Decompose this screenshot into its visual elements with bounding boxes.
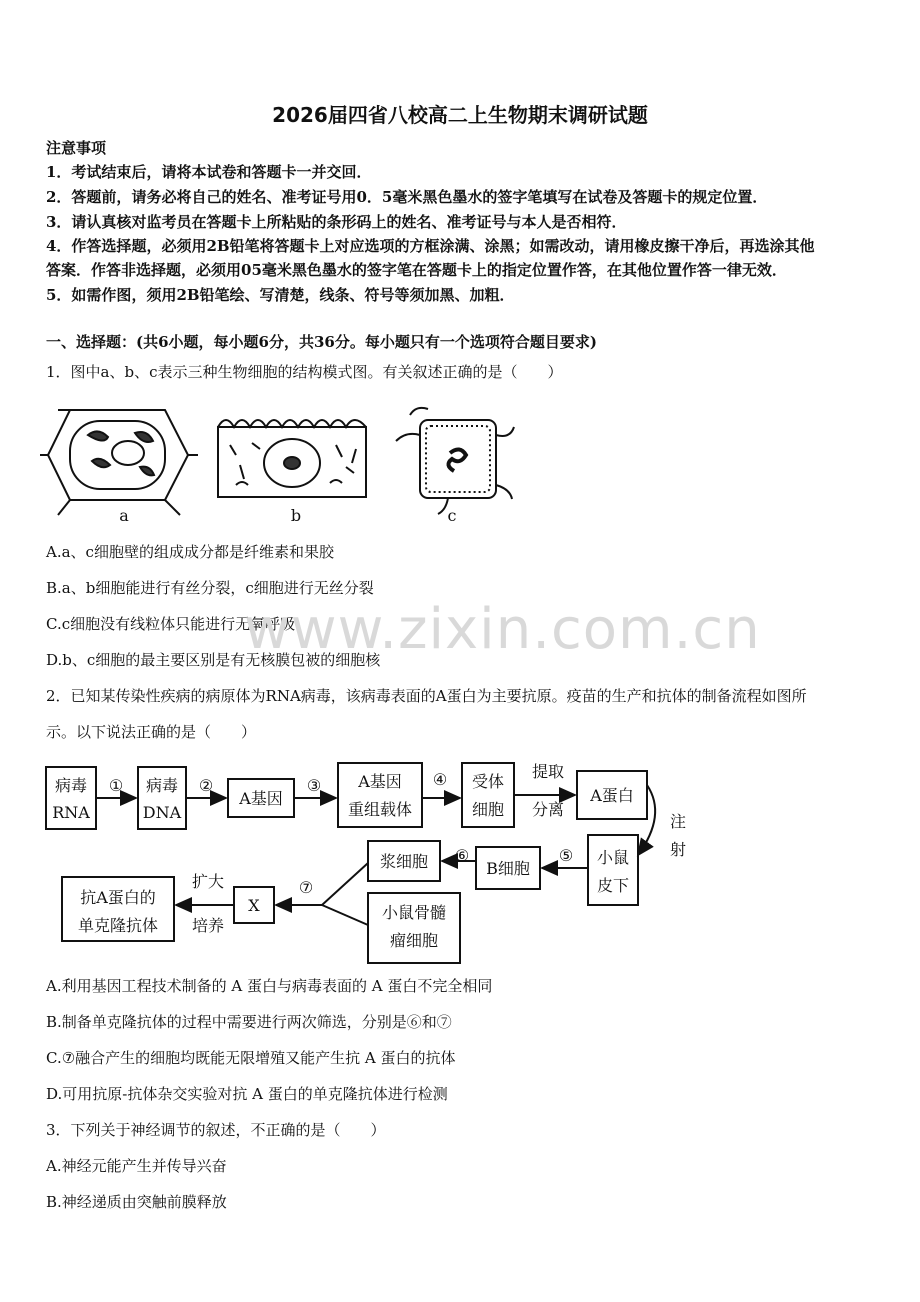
- recombinant-line1: A基因: [358, 772, 402, 791]
- question-2-option-c: C.⑦融合产生的细胞均既能无限增殖又能产生抗 A 蛋白的抗体: [46, 1049, 456, 1067]
- question-3-option-b: B.神经递质由突触前膜释放: [46, 1193, 227, 1211]
- question-2-option-d: D.可用抗原-抗体杂交实验对抗 A 蛋白的单克隆抗体进行检测: [46, 1085, 448, 1103]
- question-2-option-a: A.利用基因工程技术制备的 A 蛋白与病毒表面的 A 蛋白不完全相同: [46, 977, 493, 995]
- question-1-option-b: B.a、b细胞能进行有丝分裂，c细胞进行无丝分裂: [46, 579, 374, 597]
- recombinant-line2: 重组载体: [347, 800, 413, 819]
- myeloma-line2: 瘤细胞: [389, 931, 439, 950]
- question-1-option-c: C.c细胞没有线粒体只能进行无氧呼吸: [46, 615, 296, 633]
- step-2: ②: [198, 776, 214, 795]
- question-1-option-a: A.a、c细胞壁的组成成分都是纤维素和果胶: [46, 543, 334, 561]
- question-1-option-d: D.b、c细胞的最主要区别是有无核膜包被的细胞核: [46, 651, 381, 669]
- notes-item-4-cont: 答案．作答非选择题，必须用05毫米黑色墨水的签字笔在答题卡上的指定位置作答，在其他位置作答一律无效．: [46, 261, 787, 279]
- inject-line1: 注: [669, 812, 687, 831]
- notes-item-3: 3．请认真核对监考员在答题卡上所粘贴的条形码上的姓名、准考证号与本人是否相符．: [46, 213, 627, 231]
- question-3-stem: 3．下列关于神经调节的叙述，不正确的是（ ）: [46, 1121, 386, 1139]
- section-heading: 一、选择题：(共6小题，每小题6分，共36分。每小题只有一个选项符合题目要求): [46, 333, 597, 351]
- gene-a-text: A基因: [239, 789, 283, 808]
- x-text: X: [248, 896, 260, 915]
- question-2-option-b: B.制备单克隆抗体的过程中需要进行两次筛选，分别是⑥和⑦: [46, 1013, 452, 1031]
- question-3-option-a: A.神经元能产生并传导兴奋: [46, 1157, 227, 1175]
- antibody-line1: 抗A蛋白的: [80, 888, 156, 907]
- cell-c: [396, 408, 514, 514]
- virus-rna-line1: 病毒: [54, 776, 88, 795]
- virus-dna-line2: DNA: [142, 803, 182, 822]
- cell-figure: [40, 405, 540, 530]
- step-3: ③: [306, 776, 322, 795]
- cell-b-label: b: [290, 506, 302, 525]
- question-1-stem: 1．图中a、b、c表示三种生物细胞的结构模式图。有关叙述正确的是（ ）: [46, 363, 563, 381]
- question-2-stem-line2: 示。以下说法正确的是（ ）: [46, 723, 257, 741]
- plasma-cell-text: 浆细胞: [379, 852, 429, 871]
- expand-line2: 培养: [191, 916, 225, 935]
- myeloma-line1: 小鼠骨髓: [381, 903, 447, 922]
- question-2-stem-line1: 2．已知某传染性疾病的病原体为RNA病毒，该病毒表面的A蛋白为主要抗原。疫苗的生产和抗体的制备流程如图所: [46, 687, 807, 705]
- inject-line2: 射: [669, 840, 687, 859]
- step-7: ⑦: [298, 878, 314, 897]
- step-4: ④: [432, 770, 448, 789]
- notes-item-4: 4．作答选择题，必须用2B铅笔将答题卡上对应选项的方框涂满、涂黑；如需改动，请用橡皮擦干净后，再选涂其他: [46, 237, 815, 255]
- virus-rna-line2: RNA: [52, 803, 90, 822]
- notes-item-2: 2．答题前，请务必将自己的姓名、准考证号用0．5毫米黑色墨水的签字笔填写在试卷及答题卡的规定位置．: [46, 188, 768, 206]
- plant-cell-a: [40, 410, 198, 515]
- watermark: www.zixin.com.cn: [244, 597, 761, 662]
- notes-item-5: 5．如需作图，须用2B铅笔绘、写清楚，线条、符号等须加黑、加粗．: [46, 286, 515, 304]
- notes-heading: 注意事项: [46, 139, 107, 157]
- extract-line2: 分离: [531, 800, 565, 819]
- receptor-line1: 受体: [471, 772, 505, 791]
- step-6: ⑥: [454, 846, 470, 865]
- b-cell-text: B细胞: [486, 859, 530, 878]
- mouse-line2: 皮下: [596, 876, 630, 895]
- animal-cell-b: [218, 420, 366, 497]
- page-title: 2026届四省八校高二上生物期末调研试题: [272, 103, 648, 127]
- extract-line1: 提取: [531, 762, 565, 781]
- step-5: ⑤: [558, 846, 574, 865]
- protein-a-text: A蛋白: [590, 786, 634, 805]
- mouse-line1: 小鼠: [596, 848, 630, 867]
- cell-a-label: a: [119, 506, 129, 525]
- antibody-line2: 单克隆抗体: [77, 916, 159, 935]
- notes-item-1: 1．考试结束后，请将本试卷和答题卡一并交回．: [46, 163, 372, 181]
- virus-dna-line1: 病毒: [145, 776, 179, 795]
- expand-line1: 扩大: [191, 872, 225, 891]
- antibody-flow-diagram: [0, 755, 720, 970]
- cell-c-label: c: [447, 506, 457, 525]
- step-1: ①: [108, 776, 124, 795]
- receptor-line2: 细胞: [471, 800, 505, 819]
